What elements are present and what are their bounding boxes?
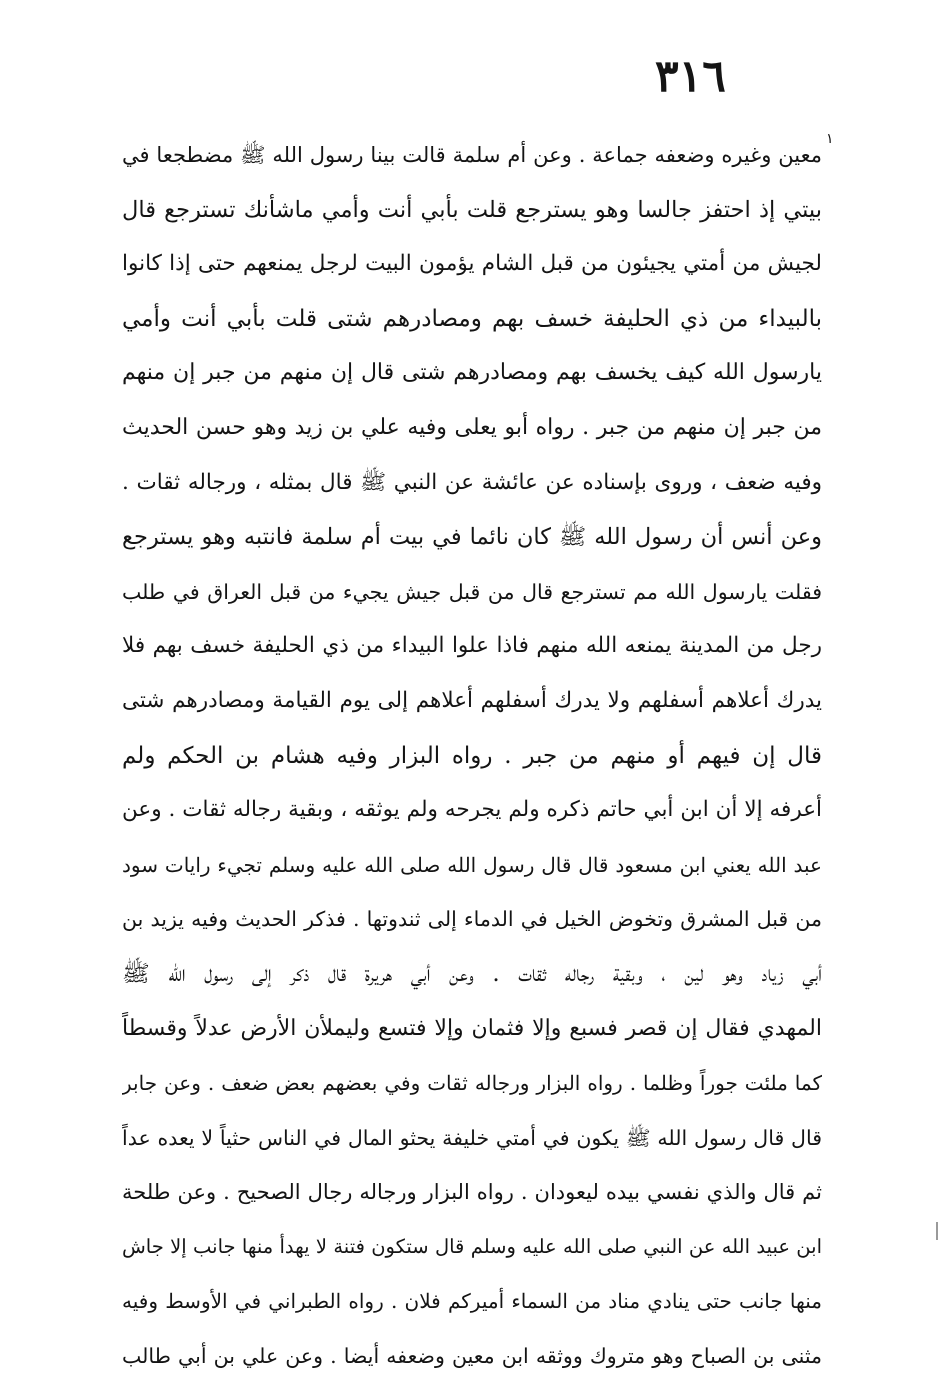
text-line: منها جانب حتى ينادي مناد من السماء أميركم فلان . رواه الطبراني في الأوسط وفيه [122,1289,822,1314]
text-line: كما ملئت جوراً وظلما . رواه البزار ورجاله ثقات وفي بعضهم بعض ضعف . وعن جابر [122,1071,822,1096]
text-line: بالبيداء من ذي الحليفة خسف بهم ومصادرهم شتى قلت بأبي أنت وأمي [122,305,822,332]
text-line: من قبل المشرق وتخوض الخيل في الدماء إلى ثندوتها . فذكر الحديث وفيه يزيد بن [122,907,822,932]
text-line: يدرك أعلاهم أسفلهم ولا يدرك أسفلهم أعلاهم إلى يوم القيامة ومصادرهم شتى [122,687,822,713]
text-line: رجل من المدينة يمنعه الله منهم فاذا علوا البيداء من ذي الحليفة خسف بهم فلا [122,633,822,659]
text-line: قال قال رسول الله ﷺ يكون في أمتي خليفة يحثو المال في الناس حثياً لا يعده عداً [122,1125,822,1150]
scan-speck [936,1222,938,1240]
page-number: ٣١٦ [655,51,726,102]
text-line: معين وغيره وضعفه جماعة . وعن أم سلمة قالت بينا رسول الله ﷺ مضطجعا في [122,143,822,167]
text-line: أعرفه إلا أن ابن أبي حاتم ذكره ولم يجرحه ولم يوثقه ، وبقية رجاله ثقات . وعن [122,797,822,823]
text-line: ثم قال والذي نفسي بيده ليعودان . رواه البزار ورجاله رجال الصحيح . وعن طلحة [122,1180,822,1205]
text-line: مثنى بن الصباح وهو متروك ووثقه ابن معين وضعفه أيضا . وعن علي بن أبي طالب [122,1344,822,1369]
body-text [122,128,822,1384]
text-line: فقلت يارسول الله مم تسترجع قال من قبل جيش يجيء من قبل العراق في طلب [122,579,822,604]
text-line: لجيش من أمتي يجيئون من قبل الشام يؤمون البيت لرجل يمنعهم حتى إذا كانوا [122,251,822,277]
text-line: المهدي فقال إن قصر فسبع وإلا فثمان وإلا فتسع وليملأن الأرض عدلاً وقسطاً [122,1015,822,1041]
text-line: بيتي إذ احتفز جالسا وهو يسترجع قلت بأبي أنت وأمي ماشأنك تسترجع قال [122,196,822,223]
footnote-mark: ١ [826,131,834,147]
text-line: ابن عبيد الله عن النبي صلى الله عليه وسلم قال ستكون فتنة لا يهدأ منها جانب إلا جاش [122,1234,822,1258]
text-line: من جبر إن منهم من جبر . رواه أبو يعلى وفيه علي بن زيد وهو حسن الحديث [122,414,822,440]
text-line: عبد الله يعني ابن مسعود قال قال رسول الله صلى الله عليه وسلم تجيء رايات سود [122,852,822,877]
text-line: وفيه ضعف ، وروى بإسناده عن عائشة عن النبي ﷺ قال بمثله ، ورجاله ثقات . [122,469,822,495]
text-line: أبي زياد وهو لين ، وبقية رجاله ثقات . وعن أبي هريرة قال ذكر إلى رسول الله ﷺ [122,960,822,987]
text-line: قال إن فيهم أو منهم من جبر . رواه البزار وفيه هشام بن الحكم ولم [122,742,822,769]
text-line: وعن أنس أن رسول الله ﷺ كان نائما في بيت أم سلمة فانتبه وهو يسترجع [122,524,822,551]
text-line: يارسول الله كيف يخسف بهم ومصادرهم شتى قال إن منهم من جبر إن منهم [122,360,822,386]
